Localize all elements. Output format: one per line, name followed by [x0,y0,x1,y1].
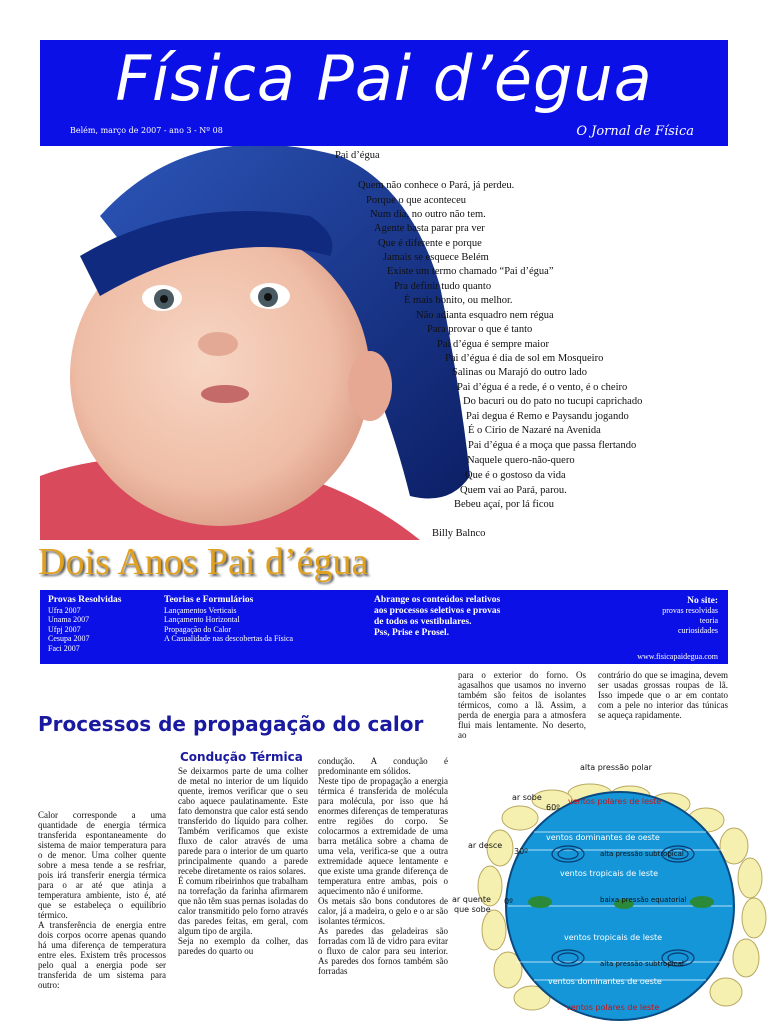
poem-line: Que é o gostoso da vida [465,470,566,481]
label-ar-quente: ar quente [452,895,491,904]
teorias-item[interactable]: Propagação do Calor [164,624,232,634]
poem-line: Salinas ou Marajó do outro lado [452,367,588,378]
site-url-link[interactable]: www.fisicapaidegua.com [637,652,718,661]
provas-item[interactable]: Unama 2007 [48,615,90,625]
label-polares-bot: ventos polares de leste [566,1003,660,1012]
newspaper-title: Física Pai d’égua [115,42,653,115]
poem-line: É mais bonito, ou melhor. [404,295,513,306]
poem-line: Quem vai ao Pará, parou. [460,485,567,496]
poem-line: Que é diferente e porque [378,238,482,249]
site-item[interactable]: provas resolvidas [662,606,718,615]
info-bar [40,590,728,664]
label-dominantes-bot: ventos dominantes de oeste [548,977,662,986]
provas-item[interactable]: Faci 2007 [48,643,80,653]
label-lat-30: 30º [514,847,528,856]
label-que-sobe: que sobe [454,905,491,914]
dateline: Belém, março de 2007 - ano 3 - Nº 08 [70,126,223,135]
poem-line: Agente basta parar pra ver [374,223,485,234]
provas-column [48,596,121,654]
provas-item[interactable]: Ufpj 2007 [48,624,81,634]
label-alta-sub-top: alta pressão subtropical [600,850,684,858]
teorias-column [164,596,293,644]
site-item[interactable]: teoria [699,616,718,625]
teorias-item[interactable]: Lançamentos Verticais [164,605,237,615]
provas-title: Provas Resolvidas [48,595,122,605]
label-ar-desce: ar desce [468,841,503,850]
label-alta-sub-bot: alta pressão subtropical [600,960,684,968]
label-tropicais-bot: ventos tropicais de leste [564,933,663,942]
article-column-5: contrário do que se imagina, devem ser usadas grossas roupas de lã. Isso impede que o ar em contato com a pele no interior das túnicas se aqueça rapidamente. [598,670,728,720]
article-column-2: Se deixarmos parte de uma colher de metal no interior de um líquido quente, iremos verificar que o seu cabo aquece paulatinamente. Este fato demonstra que calor está sendo transferido do líquido para colher. Também verificamos que existe fluxo de calor através de uma parede para o interior de um quarto principalmente quando a parede recebe diretamente os raios solares. É comum ribeirinhos que trabalham na torrefação da farinha afirmarem que não têm suas pernas isoladas do calor transmitido pelo forno através das paredes feitas, em geral, com algum tipo de argila. Seja no exemplo da colher, das paredes do quarto ou [178,766,308,956]
poem-line: Pai degua é Remo e Paysandu jogando [466,411,629,422]
label-tropicais-top: ventos tropicais de leste [560,869,659,878]
teorias-item[interactable]: Lançamento Horizontal [164,615,240,625]
article-column-3: condução. A condução é predominante em sólidos. Neste tipo de propagação a energia térmica é transferida de molécula para molécula, por isso que há enormes diferenças de temperaturas entre regiões do corpo. Se colocarmos a extremidade de uma barra metálica sobre a chama de uma vela, verifica-se que a outra extremidade aquece lentamente e que existe uma grande diferença de temperatura entre ambas, pois o aquecimento não é uniforme. Os metais são bons condutores de calor, já a madeira, o gelo e o ar são isolantes térmicos. As paredes das geladeiras são forradas com lã de vidro para evitar o fluxo de calor para seu interior. As paredes dos fornos também são forradas [318,756,448,976]
abrange-line: de todos os vestibulares. [374,617,472,627]
anniversary-headline: Dois Anos Pai d’égua [38,541,369,583]
label-lat-60: 60º [546,803,560,812]
poem-line: Pai d’égua é a rede, é o vento, é o cheiro [457,382,628,393]
provas-item[interactable]: Ufra 2007 [48,605,81,615]
teorias-item[interactable]: A Casualidade nas descobertas da Física [164,634,294,644]
poem-title: Pai d’égua [335,150,380,161]
article-subhead: Condução Térmica [180,750,303,764]
poem-line: Bebeu açaí, por lá ficou [454,499,554,510]
article-title: Processos de propagação do calor [38,712,424,736]
poem-line: Naquele quero-não-quero [467,455,575,466]
poem-line: Do bacuri ou do pato no tucupi caprichado [463,396,643,407]
poem-line: Pai d’égua é sempre maior [437,339,549,350]
poem-line: Pra definir tudo quanto [394,281,492,292]
global-winds-diagram [450,758,768,1024]
teorias-title: Teorias e Formulários [164,595,254,605]
site-item[interactable]: curiosidades [678,626,718,635]
poem-line: Porque o que aconteceu [366,195,467,206]
article-column-1: Calor corresponde a uma quantidade de energia térmica transferida espontaneamente do sistema de maior temperatura para o de menor. Uma colher quente sobre a mesa tende a se resfriar, pois irá transferir energia térmica para o ar até que atinja a temperatura ambiente, isto é, até que se estabeleça o equilíbrio térmico. A transferência de energia entre dois corpos ocorre apenas quando há uma diferença de temperatura entre eles. Existem três processos pelo qual a energia pode ser transferida de um sistema para outro: [38,810,166,990]
label-dominantes-top: ventos dominantes de oeste [546,833,660,842]
poem-line: Quem não conhece o Pará, já perdeu. [358,180,515,191]
site-box [662,596,718,636]
poem-author: Billy Balnco [432,528,486,539]
poem-line: Não adianta esquadro nem régua [416,310,554,321]
article-column-4: para o exterior do forno. Os agasalhos que usamos no inverno também são feitos de isolantes térmicos, como a lã. Assim, a perda de energia para a atmosfera flui mais lentamente. No deserto, ao [458,670,586,740]
abrange-text [374,595,500,639]
poem-line: Existe um termo chamado “Pai d’égua” [387,266,554,277]
poem-line: Jamais se esquece Belém [383,252,489,263]
label-lat-0: 0º [504,897,513,906]
abrange-line: Pss, Prise e Prosel. [374,628,450,638]
poem-line: Num dia, no outro não tem. [370,209,486,220]
poem-line: Para provar o que é tanto [427,324,533,335]
abrange-line: aos processos seletivos e provas [374,606,501,616]
label-polares-top: ventos polares de leste [568,797,662,806]
poem-line: É o Círio de Nazaré na Avenida [468,425,601,436]
label-ar-sobe: ar sobe [512,793,542,802]
provas-item[interactable]: Cesupa 2007 [48,634,90,644]
label-alta-polar: alta pressão polar [580,763,652,772]
poem-line: Pai d’égua é dia de sol em Mosqueiro [445,353,604,364]
newspaper-subtitle: O Jornal de Física [576,124,694,139]
site-title: No site: [687,596,718,606]
label-baixa-eq: baixa pressão equatorial [600,896,687,904]
abrange-line: Abrange os conteúdos relativos [374,595,501,605]
poem-line: Pai d’égua é a moça que passa flertando [468,440,637,451]
